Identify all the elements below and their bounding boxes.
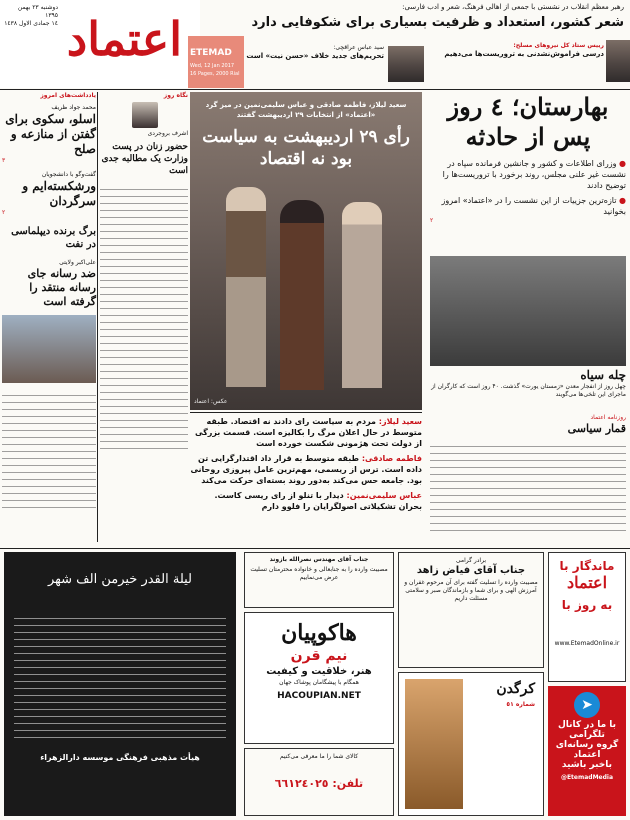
quote-3-text: دیدار با تنلو از رای ریسی کاست. بحران تشکیلاتی اصولگرایان را فلوو دارم xyxy=(214,491,422,511)
quote-2-text: طبقه متوسط به قرار داد اقتدارگرایی تن داده است. ترس از ریسمی، مهم‌ترین عامل پیروزی روحانی بود. جامعه حس می‌کند به‌دور روند بسته‌ای حرکت می‌کند xyxy=(190,454,422,485)
ad-phone-number: تلفن: ٦٦١٢٤٠٢٥ xyxy=(274,777,364,790)
masthead-date: Wed, 12 Jan 2017 xyxy=(190,63,235,69)
second-kicker: سید عباس عراقچی: xyxy=(333,44,384,51)
masthead-divider xyxy=(0,89,630,90)
opinion-author-photo xyxy=(132,102,158,128)
telegram-handle[interactable]: @EtemadMedia xyxy=(560,774,614,781)
ad-condolence-top-text: مصیبت وارده را به جنابعالی و خانواده محترمتان تسلیت عرض می‌نماییم xyxy=(250,566,388,581)
top-left-story xyxy=(428,42,604,84)
left-column-portrait xyxy=(2,315,96,383)
promo-line-3: به روز با xyxy=(561,598,613,612)
ad-condolence-right-text: مصیبت وارده را تسلیت گفته برای آن مرحوم غفران و آمرزش الهی و برای شما و بازماندگان صبر و سلامتی مسئلت داریم xyxy=(404,579,538,602)
right-photo-miners xyxy=(430,256,626,366)
masthead-red-band xyxy=(188,36,244,88)
right-photo-caption xyxy=(430,368,626,412)
masthead-latin-name: ETEMAD xyxy=(190,48,232,58)
left-column xyxy=(2,92,96,542)
magazine-issue: شماره ٥١ xyxy=(506,701,535,708)
masthead-logo: اعتماد xyxy=(66,12,182,66)
telegram-line-5: باخبر باشید xyxy=(561,760,613,770)
person-left-figure xyxy=(226,187,266,387)
right-caption-text: چهل روز از انفجار معدن «زمستان یورت» گذشت. ۴٠ روز است که کارگران از ماجرای این تلخی‌ها می‌گویند xyxy=(431,383,626,398)
quote-1 xyxy=(190,416,422,449)
ad-condolence-right-title: جناب آقای فیاض زاهد xyxy=(416,565,526,576)
qomar-column xyxy=(430,414,626,546)
qomar-kicker: روزنامه اعتماد xyxy=(590,414,626,421)
ad-religious-body xyxy=(14,612,226,742)
hacoupian-slogan-2: هنر، خلاقیت و کیفیت xyxy=(266,666,372,677)
telegram-icon: ➤ xyxy=(574,692,600,718)
second-text: تحریم‌های جدید خلاف «حسن نیت» است xyxy=(246,52,384,60)
top-strip-portrait xyxy=(606,40,630,82)
ads-divider xyxy=(0,548,630,549)
ad-religious-note: هیأت مذهبی فرهنگی موسسه دارالزهراء xyxy=(40,753,200,762)
person-right-figure xyxy=(342,202,382,388)
left-item4-kicker: علی‌اکبر ولایتی xyxy=(59,259,96,266)
left-item3-title: برگ برنده دیپلماسی در نفت xyxy=(11,226,96,250)
left-item4-title: ضد رسانه جای رسانه منتقد را گرفته است xyxy=(27,267,96,308)
hacoupian-slogan-1: نیم قرن xyxy=(290,648,348,664)
top-left-kicker: رییس ستاد کل نیروهای مسلح: xyxy=(513,42,604,49)
ad-magazine xyxy=(398,672,544,816)
left-page-ref2: ٢ xyxy=(2,209,6,216)
lead-headline: بهارستان؛ ٤ روز پس از حادثه xyxy=(447,92,609,151)
opinion-body-text xyxy=(100,183,188,453)
center-photo-headline: رأی ٢٩ اردیبهشت به سیاست بود نه اقتصاد xyxy=(202,127,410,169)
promo-etemad-online xyxy=(548,552,626,682)
masthead-issue-meta: دوشنبه ٢٣ بهمن ١٣٩٥ ١٤ جمادی الاول ١٤٣٨ xyxy=(4,4,58,27)
hacoupian-logo: هاکوپیان xyxy=(281,620,357,646)
left-item2-title: ورشکسته‌ایم و سرگردان xyxy=(22,179,96,208)
opinion-author: اشرف بروجردی xyxy=(147,130,188,137)
ad-condolence-top-title: جناب آقای مهندس نصرالله بازوند xyxy=(269,556,369,563)
lead-page-number: ٢ xyxy=(430,217,434,224)
left-page-ref1: ٣ xyxy=(2,157,6,164)
qomar-body-text xyxy=(430,440,626,534)
quote-2 xyxy=(190,453,422,486)
promo-line-2: اعتماد xyxy=(566,573,608,592)
left-item2-kicker: گفت‌وگو با دانشجویان xyxy=(41,171,96,178)
center-photo xyxy=(190,92,422,410)
promo-telegram xyxy=(548,686,626,816)
quote-3-name: عباس سلیمی‌نمین: xyxy=(346,491,422,500)
left-item1-title: اسلو، سکوی برای گفتن از منازعه و صلح xyxy=(5,112,96,156)
quote-2-name: فاطمه صادقی: xyxy=(361,454,422,463)
top-left-text: درسی فراموش‌نشدنی به تروریست‌ها می‌دهیم xyxy=(444,50,604,58)
right-caption-title: چله سیاه xyxy=(580,368,626,382)
second-strip-story xyxy=(244,44,384,84)
promo-line-1: ماندگار با xyxy=(559,559,615,573)
person-center-figure xyxy=(280,200,324,390)
hacoupian-url[interactable]: HACOUPIAN.NET xyxy=(277,691,361,701)
telegram-line-3: گروه رسانه‌ای xyxy=(555,740,619,750)
qomar-title: قمار سیاسی xyxy=(567,422,626,435)
top-headline: شعر کشور، استعداد و ظرفیت بسیاری برای شکوفایی دارد xyxy=(251,15,624,30)
telegram-line-1: با ما در کانال xyxy=(557,720,617,730)
ad-religious xyxy=(4,552,236,816)
telegram-line-4: اعتماد xyxy=(573,750,601,760)
hacoupian-slogan-3: همگام با پیشگامان پوشاک جهان xyxy=(279,679,359,686)
opinion-kicker: نگاه روز xyxy=(163,92,188,99)
opinion-column xyxy=(100,92,188,542)
lead-story xyxy=(430,92,626,254)
masthead-price: 16 Pages, 2000 Rial xyxy=(190,71,240,77)
lead-bullet-1: ● وزرای اطلاعات و کشور و جانشین فرمانده سپاه در نشست غیر علنی مجلس، روند برخورد با تروریست‌ها را توضیح دادند xyxy=(430,158,626,191)
top-kicker: رهبر معظم انقلاب در نشستی با جمعی از اهالی فرهنگ، شعر و ادب فارسی: xyxy=(402,3,624,11)
left-column-divider xyxy=(97,92,98,542)
lead-bullet-2: ● تازه‌ترین جزییات از این نشست را در «اعتماد» امروز بخوانید xyxy=(430,195,626,217)
ad-phone-title: کالای شما را ما معرفی می‌کنیم xyxy=(279,753,359,760)
left-item1-author: محمد جواد ظریف xyxy=(51,104,96,111)
top-headline-strip xyxy=(190,0,630,36)
ad-religious-title: لیلة القدر خیرمن الف شهر xyxy=(47,572,192,587)
magazine-title: کرگدن xyxy=(496,681,535,697)
telegram-line-2: تلگرامی xyxy=(569,730,605,740)
ad-condolence-right-kicker: برادر گرامی xyxy=(455,557,487,564)
ad-condolence-right xyxy=(398,552,544,668)
quotes-block xyxy=(190,414,422,546)
promo-url[interactable]: www.EtemadOnline.ir xyxy=(554,640,620,647)
ad-phone xyxy=(244,748,394,816)
center-photo-credit: عکس: اعتماد xyxy=(194,398,228,405)
quote-1-name: سعید لیلاز: xyxy=(378,417,422,426)
masthead-logo-block xyxy=(0,0,200,88)
ad-condolence-top xyxy=(244,552,394,608)
opinion-title: حضور زنان در پست وزارت یک مطالبه جدی است xyxy=(101,142,188,176)
center-photo-kicker: سعید لیلاز، فاطمه صادقی و عباس سلیمی‌نمین در میز گرد «اعتماد» از انتخابات ٢٩ اردیبهشت گفتند xyxy=(205,101,407,119)
ad-hacoupian xyxy=(244,612,394,744)
quote-1-text: مردم به سیاست رای دادند نه اقتصاد. طبقه متوسط در حال اعلان مرگ را بکالیزه است. قسمت بزرگی از دولت تحت هژمونی شکست خورده است xyxy=(194,417,422,448)
quotes-top-rule xyxy=(190,412,422,413)
left-kicker: یادداشت‌های امروز xyxy=(40,92,96,99)
quote-3 xyxy=(190,490,422,512)
left-column-body-text xyxy=(2,389,96,513)
second-strip-portrait xyxy=(388,46,424,82)
magazine-cover-portrait xyxy=(405,679,463,809)
